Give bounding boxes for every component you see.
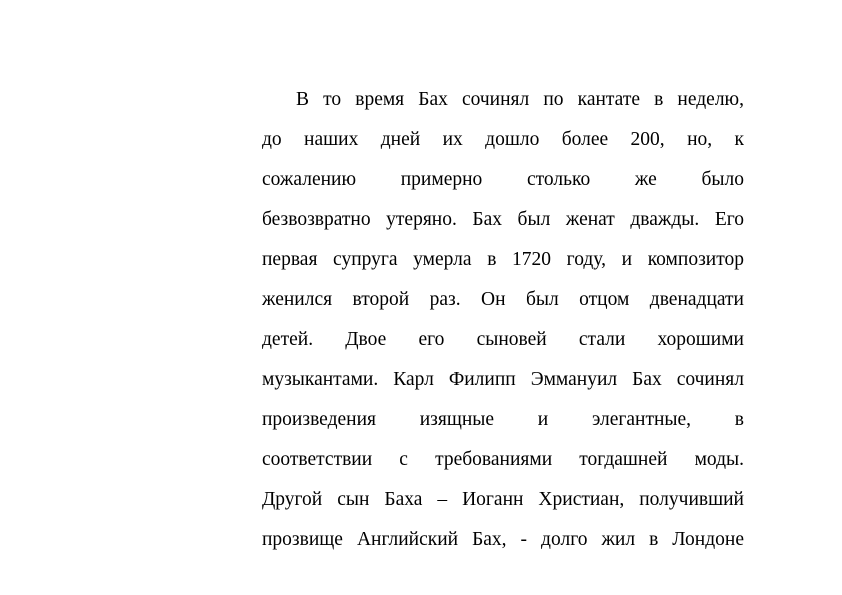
text-line-7: детей. Двое его сыновей стали хорошими xyxy=(262,329,744,350)
text-line-11: Другой сын Баха – Иоганн Христиан, получивший xyxy=(262,489,744,510)
text-line-5: первая супруга умерла в 1720 году, и композитор xyxy=(262,249,744,270)
text-line-10: соответствии с требованиями тогдашней моды. xyxy=(262,449,744,470)
text-line-6: женился второй раз. Он был отцом двенадцати xyxy=(262,289,744,310)
text-line-1: В то время Бах сочинял по кантате в неделю, xyxy=(296,89,744,110)
text-line-9: произведения изящные и элегантные, в xyxy=(262,409,744,430)
text-line-3: сожалению примерно столько же было xyxy=(262,169,744,190)
body-paragraph xyxy=(262,80,744,560)
text-line-2: до нaших дней их дошло более 200, но, к xyxy=(262,129,744,150)
text-line-8: музыкантами. Карл Филипп Эммануил Бах сочинял xyxy=(262,369,744,390)
text-line-4: безвозвратно утеряно. Бах был женат дважды. Его xyxy=(262,209,744,230)
text-line-12: прозвище Английский Бах, - долго жил в Лондоне xyxy=(262,529,744,550)
